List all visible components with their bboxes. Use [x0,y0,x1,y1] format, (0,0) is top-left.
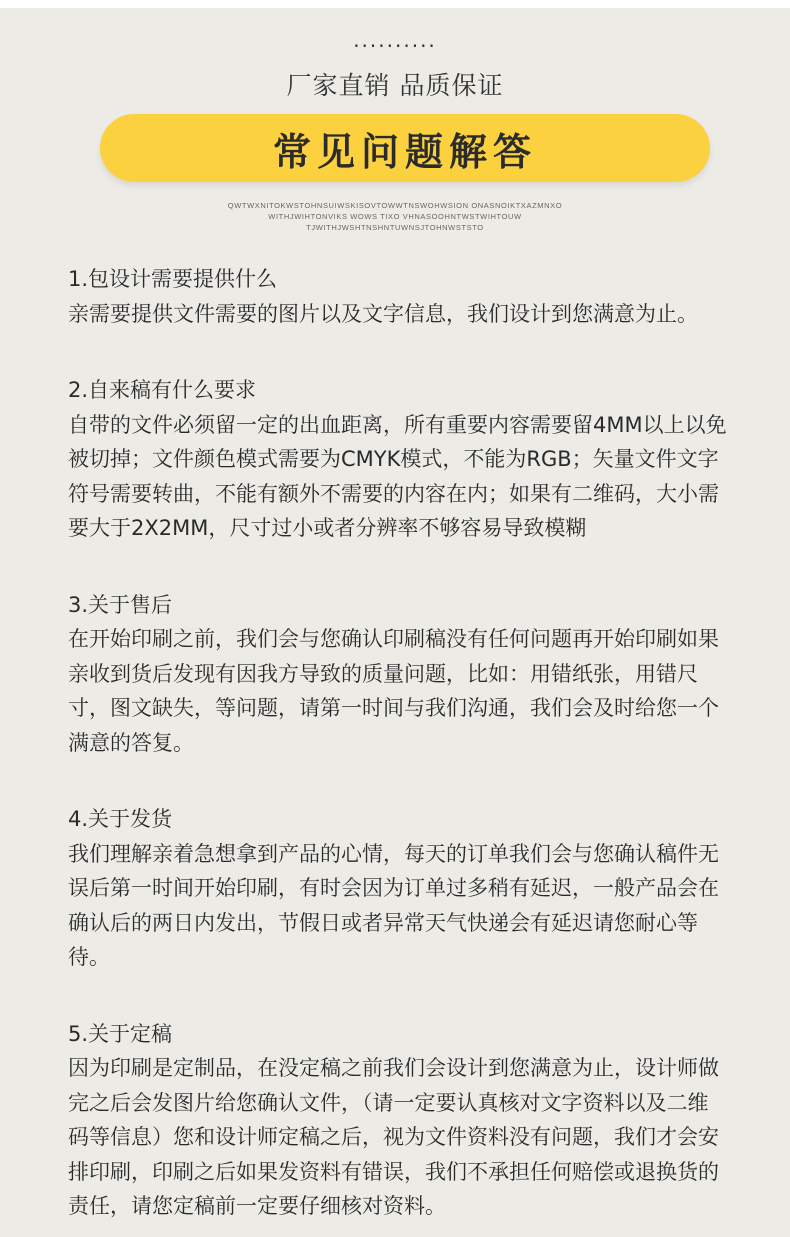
decorative-english-text [0,200,790,233]
faq-question: 5.关于定稿 [68,1021,173,1046]
faq-item [68,588,728,761]
title-banner [100,114,710,182]
faq-answer: 在开始印刷之前，我们会与您确认印刷稿没有任何问题再开始印刷如果亲收到货后发现有因我方导致的质量问题，比如：用错纸张，用错尺寸，图文缺失，等问题，请第一时间与我们沟通，我们会及时给您一个满意的答复。 [68,627,719,755]
page-subtitle: 厂家直销 品质保证 [286,71,504,100]
faq-list [68,262,728,1224]
english-line: TJWITHJWSHTNSHNTUWNSJTOHNWSTSTO [306,223,484,232]
faq-question: 3.关于售后 [68,592,173,617]
english-line: WITHJWIHTONVIKS WOWS TIXO VHNASOOHNTWSTWIHTOUW [268,212,522,221]
faq-item [68,802,728,975]
faq-question: 4.关于发货 [68,807,173,831]
faq-item [68,262,728,331]
top-divider [0,0,790,8]
decorative-dots: .......... [353,28,437,52]
faq-item [68,1017,728,1224]
page-title: 常见问题解答 [272,129,537,174]
faq-question: 1.包设计需要提供什么 [68,267,278,291]
faq-item [68,373,728,546]
faq-answer: 我们理解亲着急想拿到产品的心情，每天的订单我们会与您确认稿件无误后第一时间开始印刷，有时会因为订单过多稍有延迟，一般产品会在确认后的两日内发出，节假日或者异常天气快递会有延迟请您耐心等待。 [68,841,719,969]
faq-answer: 自带的文件必须留一定的出血距离，所有重要内容需要留4MM以上以免被切掉；文件颜色模式需要为CMYK模式，不能为RGB；矢量文件文字符号需要转曲，不能有额外不需要的内容在内；如果有二维码，大小需要大于2X2MM，尺寸过小或者分辨率不够容易导致模糊 [68,412,727,540]
faq-answer: 亲需要提供文件需要的图片以及文字信息，我们设计到您满意为止。 [68,301,698,326]
faq-answer: 因为印刷是定制品，在没定稿之前我们会设计到您满意为止，设计师做完之后会发图片给您确认文件，（请一定要认真核对文字资料以及二维码等信息）您和设计师定稿之后，视为文件资料没有问题，我们才会安排印刷，印刷之后如果发资料有错误，我们不承担任何赔偿或退换货的责任，请您定稿前一定要仔细核对资料。 [68,1056,719,1218]
faq-question: 2.自来稿有什么要求 [68,378,257,402]
english-line: QWTWXNITOKWSTOHNSUIWSKISOVTOWWTNSWOHWSION ONASNOIKTXAZMNXO [227,201,563,210]
